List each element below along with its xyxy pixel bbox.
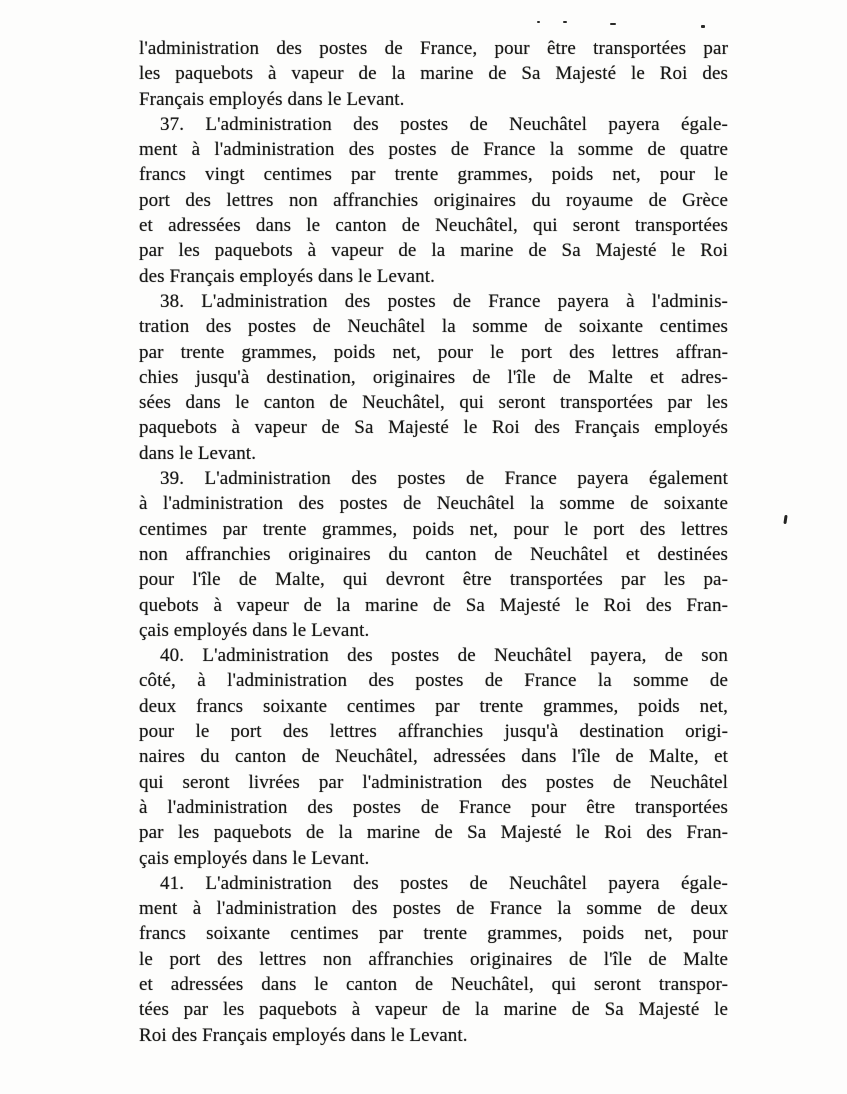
paragraph-continuation (139, 36, 728, 112)
text-line: par les paquebots à vapeur de la marine de Sa Majesté le Roi (139, 240, 728, 262)
text-line: francs vingt centimes par trente grammes, poids net, pour le (139, 164, 728, 186)
text-line: Roi des Français employés dans le Levant. (139, 1024, 468, 1046)
text-block (139, 36, 728, 1048)
scan-stray-mark (783, 515, 787, 524)
text-line: l'administration des postes de France, pour être transportées par (139, 38, 728, 59)
text-line: deux francs soixante centimes par trente grammes, poids net, (139, 695, 728, 717)
text-line: le port des lettres non affranchies originaires de l'île de Malte (139, 948, 728, 970)
text-line: Français employés dans le Levant. (139, 88, 405, 110)
text-line: les paquebots à vapeur de la marine de Sa Majesté le Roi des (139, 63, 728, 85)
text-line: et adressées dans le canton de Neuchâtel, qui seront transpor- (139, 973, 728, 995)
text-line: chies jusqu'à destination, originaires de l'île de Malte et adres- (139, 366, 728, 388)
text-line: côté, à l'administration des postes de France la somme de (139, 670, 728, 692)
text-line: quebots à vapeur de la marine de Sa Majesté le Roi des Fran- (139, 594, 728, 616)
paragraph-article-38 (139, 289, 728, 466)
text-line: francs soixante centimes par trente grammes, poids net, pour (139, 923, 728, 945)
text-line: qui seront livrées par l'administration des postes de Neuchâtel (139, 771, 728, 793)
text-line: à l'administration des postes de France pour être transportées (139, 796, 728, 818)
text-line: 41. L'administration des postes de Neuchâtel payera égale- (160, 872, 728, 894)
text-line: centimes par trente grammes, poids net, pour le port des lettres (139, 518, 728, 540)
text-line: par les paquebots de la marine de Sa Majesté le Roi des Fran- (139, 822, 728, 844)
paragraph-article-37 (139, 112, 728, 289)
paragraph-article-41 (139, 871, 728, 1048)
text-line: non affranchies originaires du canton de Neuchâtel et destinées (139, 543, 728, 565)
paragraph-article-40 (139, 643, 728, 871)
text-line: des Français employés dans le Levant. (139, 265, 436, 287)
text-line: sées dans le canton de Neuchâtel, qui seront transportées par les (139, 392, 728, 414)
text-line: ment à l'administration des postes de France la somme de deux (139, 898, 728, 920)
text-line: paquebots à vapeur de Sa Majesté le Roi des Français employés (139, 417, 728, 439)
text-line: 37. L'administration des postes de Neuchâtel payera égale- (160, 113, 728, 135)
text-line: et adressées dans le canton de Neuchâtel, qui seront transportées (139, 215, 728, 237)
text-line: pour le port des lettres affranchies jusqu'à destination origi- (139, 721, 728, 743)
text-line: naires du canton de Neuchâtel, adressées dans l'île de Malte, et (139, 746, 728, 768)
scan-speck (563, 21, 567, 23)
text-line: 39. L'administration des postes de France payera également (160, 468, 728, 490)
scan-speck (537, 21, 540, 23)
paragraph-article-39 (139, 466, 728, 643)
text-line: à l'administration des postes de Neuchâtel la somme de soixante (139, 493, 728, 515)
scan-speck (701, 25, 705, 28)
text-line: ment à l'administration des postes de France la somme de quatre (139, 139, 728, 161)
text-line: pour l'île de Malte, qui devront être transportées par les pa- (139, 569, 728, 591)
text-line: tées par les paquebots à vapeur de la marine de Sa Majesté le (139, 999, 728, 1021)
text-line: çais employés dans le Levant. (139, 847, 370, 869)
text-line: 38. L'administration des postes de France payera à l'adminis- (160, 290, 728, 312)
text-line: 40. L'administration des postes de Neuchâtel payera, de son (160, 645, 728, 667)
text-line: par trente grammes, poids net, pour le port des lettres affran- (139, 341, 728, 363)
text-line: port des lettres non affranchies originaires du royaume de Grèce (139, 189, 728, 211)
scan-speck (610, 23, 616, 25)
text-line: tration des postes de Neuchâtel la somme de soixante centimes (139, 316, 728, 338)
text-line: dans le Levant. (139, 442, 257, 464)
text-line: çais employés dans le Levant. (139, 619, 370, 641)
